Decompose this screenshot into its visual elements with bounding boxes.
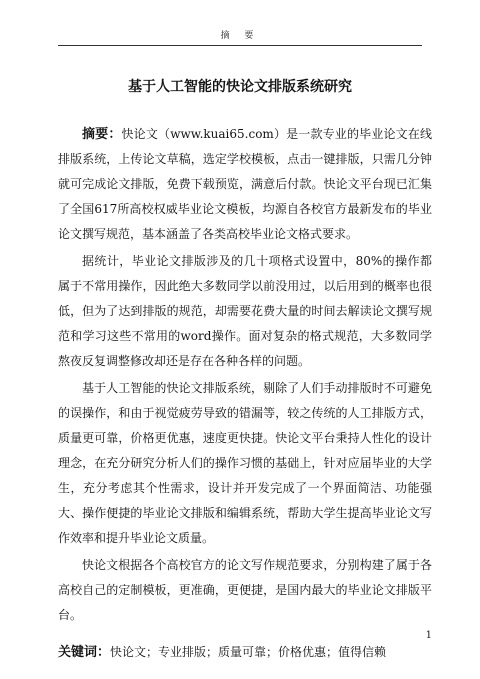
abstract-paragraph-3: 基于人工智能的快论文排版系统，剔除了人们手动排版时不可避免的误操作，和由于视觉疲劳导致的错漏等，较之传统的人工排版方式，质量更可靠，价格更优惠，速度更快捷。快论文平台秉持人性化的设计理念，在充分研究分析人们的操作习惯的基础上，针对应届毕业的大学生，充分考虑其个性需求，设计并开发完成了一个界面简洁、功能强大、操作便捷的毕业论文排版和编辑系统，帮助大学生提高毕业论文写作效率和提升毕业论文质量。 xyxy=(58,381,432,545)
keywords-line xyxy=(58,640,432,665)
document-body xyxy=(58,122,432,665)
abstract-label: 摘要： xyxy=(82,127,122,142)
abstract-paragraph-4: 快论文根据各个高校官方的论文写作规范要求，分别构建了属于各高校自己的定制模板，更准确，更便捷，是国内最大的毕业论文排版平台。 xyxy=(58,558,432,622)
keywords-label: 关键词： xyxy=(58,645,111,660)
abstract-paragraph-2: 据统计，毕业论文排版涉及的几十项格式设置中，80%的操作都属于不常用操作，因此绝大多数同学以前没用过，以后用到的概率也很低，但为了达到排版的规范，却需要花费大量的时间去解读论文撰写规范和学习这些不常用的word操作。面对复杂的格式规范，大多数同学熬夜反复调整修改却还是存在各种各样的问题。 xyxy=(58,254,432,368)
abstract-paragraph-1 xyxy=(58,122,432,247)
running-header: 摘 要 xyxy=(58,28,422,46)
document-title: 基于人工智能的快论文排版系统研究 xyxy=(128,79,352,95)
abstract-text-1: 快论文（www.kuai65.com）是一款专业的毕业论文在线排版系统，上传论文草稿，选定学校模板，点击一键排版，只需几分钟就可完成论文排版，免费下载预览，满意后付款。快论文平台现已汇集了全国617所高校权威毕业论文模板，均源自各校官方最新发布的毕业论文撰写规范，基本涵盖了各类高校毕业论文格式要求。 xyxy=(58,127,432,241)
page-number: 1 xyxy=(425,630,432,641)
keywords-text: 快论文；专业排版；质量可靠；价格优惠；值得信赖 xyxy=(110,645,387,659)
